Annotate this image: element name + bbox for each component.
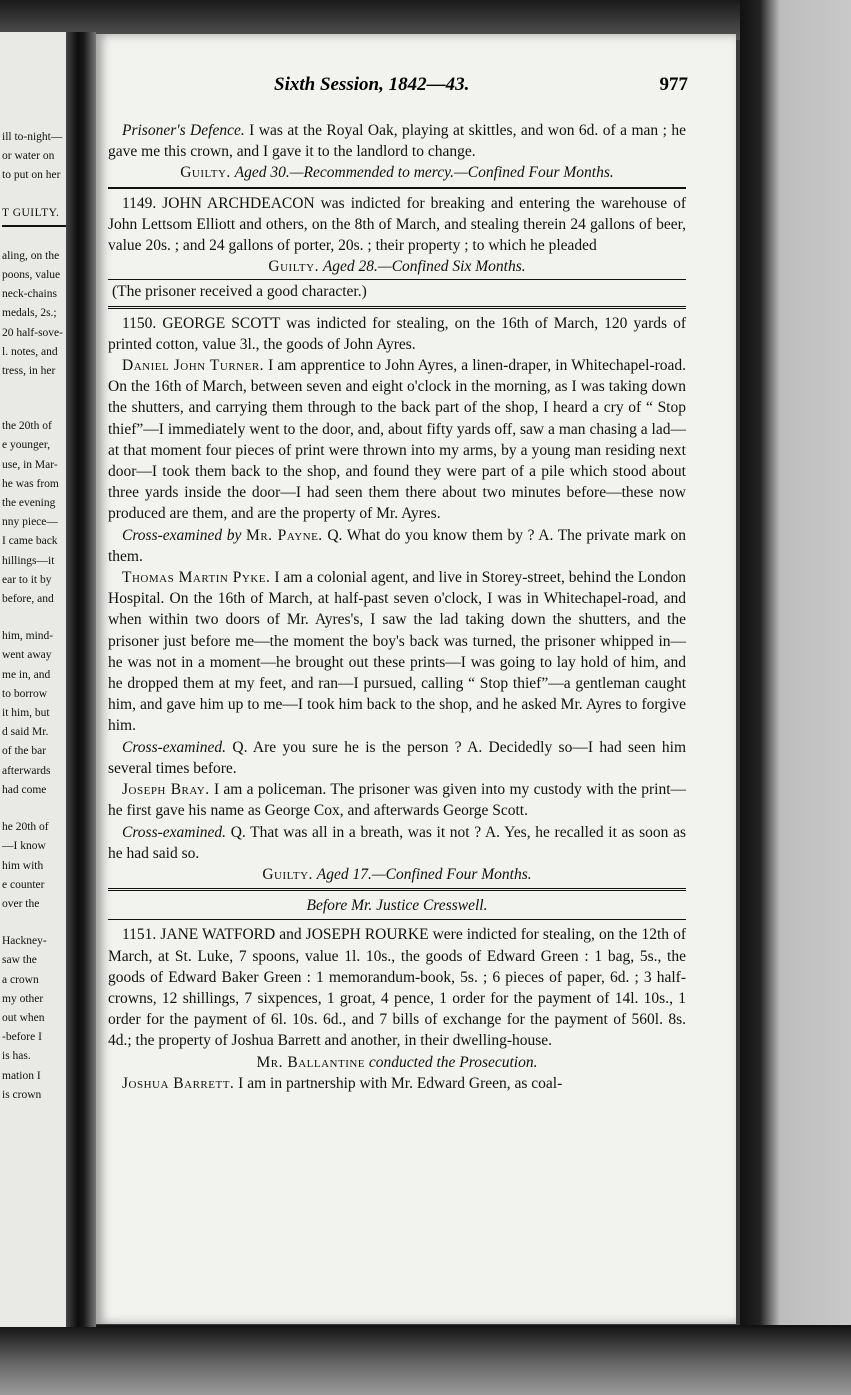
witness-testimony [108,355,686,525]
left-line: out when [2,1011,45,1024]
left-line: I came back [2,535,58,548]
left-line: mation I [2,1069,41,1082]
left-line: over the [2,897,40,910]
character-note: (The prisoner received a good character.) [112,283,367,301]
cross-label: Cross-examined. [122,823,227,841]
left-line: he was from [2,477,59,490]
testimony-text: I am a policeman. The prisoner was given into my custody with the print—he first gave his name as George Cox, and afterwards George Scott. [108,781,687,820]
left-line: nny piece— [2,516,58,529]
left-line: him with [2,859,44,872]
left-line: d said Mr. [2,726,49,739]
left-line: or water on [2,150,55,163]
verdict-text: Aged 30.—Recommended to mercy.—Confined Four Months. [234,164,614,182]
verdict-label: Guilty. [180,164,231,182]
left-line: afterwards [2,764,51,777]
left-line: of the bar [2,745,47,758]
heading-rule [108,919,686,920]
section-rule [108,888,686,891]
testimony-text: I am in partnership with Mr. Edward Green, as coal- [238,1074,563,1092]
defence-text: I was at the Royal Oak, playing at skittles, and won 6d. of a man ; he gave me this crown, and I gave it to the landlord to change. [108,122,686,161]
verdict-text: Aged 28.—Confined Six Months. [322,258,526,276]
left-line: —I know [2,840,46,853]
left-line: saw the [2,954,37,967]
verdict-label: Guilty. [268,258,319,276]
left-line: medals, 2s.; [2,307,57,320]
left-line: Hackney- [2,935,47,948]
left-line: is has. [2,1050,31,1063]
left-line: l. notes, and [2,345,58,358]
witness-testimony [108,567,686,737]
left-page-text [2,128,72,1105]
page-body [108,120,686,1094]
left-line: poons, value [2,269,61,282]
left-line: the evening [2,497,56,510]
prosecution-text: conducted the Prosecution. [368,1053,538,1071]
left-line: is crown [2,1088,42,1101]
witness-testimony [108,1073,686,1094]
witness-name: Joshua Barrett. [122,1074,235,1092]
verdict-1150 [108,864,686,885]
defence-label: Prisoner's Defence. [122,122,245,139]
left-line: e counter [2,878,45,891]
scanner-edge-right [740,0,851,1395]
section-rule [108,306,686,309]
left-line: e younger, [2,439,51,452]
left-line: -before I [2,1031,42,1044]
cross-examination [108,525,686,567]
left-line: to borrow [2,687,48,700]
court-heading: Before Mr. Justice Cresswell. [306,897,488,915]
book-gutter [66,32,96,1327]
left-line: tress, in her [2,365,56,378]
left-line: ill to-night— [2,131,63,143]
witness-name: Daniel John Turner. [122,357,265,375]
left-line: the 20th of [2,420,52,433]
cross-examination [108,822,686,864]
left-line: me in, and [2,668,51,681]
left-line: it him, but [2,707,50,720]
witness-testimony [108,779,686,821]
testimony-text: I am a colonial agent, and live in Storey-street, behind the London Hospital. On the 16th of March, at half-past seven o'clock, I was in Whitechapel-road, and when within two doors of Mr. Ayres's, I saw the lad taking down the shutters, and the prisoner just before me—the moment the boy's back was turned, the prisoner whipped in—he was not in a moment—he brought out these prints—I was going to lay hold of him, and he dropped them at my feet, and ran—I pursued, calling “ Stop thief”—a gentleman caught him, and gave him up to me—I took him back to the shop, and he asked Mr. Ayres to forgive him. [108,569,687,735]
verdict-label: Guilty. [262,865,313,883]
section-rule [108,187,686,189]
note-rule [108,279,686,280]
cross-text: Q. Are you sure he is the person ? A. Decidedly so—I had seen him several times before. [108,738,687,777]
verdict-1148 [108,162,686,183]
scanner-edge-bottom [0,1325,851,1395]
verdict-text: Aged 17.—Confined Four Months. [316,865,532,883]
counsel-name: Mr. Ballantine [256,1053,366,1071]
page-number: 977 [659,74,688,95]
witness-name: Joseph Bray. [122,781,210,799]
left-line: went away [2,649,52,662]
left-line: he 20th of [2,821,49,834]
defence-paragraph [108,120,686,162]
witness-name: Thomas Martin Pyke. [122,569,271,587]
left-line: neck-chains [2,288,57,301]
cross-label: Cross-examined. [122,738,227,756]
left-line: had come [2,783,47,796]
left-line: hillings—it [2,554,55,567]
left-line: aling, on the [2,249,60,262]
left-line: 20 half-sove- [2,326,63,339]
left-line: my other [2,992,44,1005]
left-line: use, in Mar- [2,458,58,471]
left-facing-page [0,32,72,1327]
left-line: before, and [2,593,54,606]
main-page [96,34,736,1324]
prosecution-line [108,1052,686,1073]
left-line: to put on her [2,169,61,182]
running-head: Sixth Session, 1842—43. [274,74,470,95]
left-line: ear to it by [2,573,52,586]
case-1150-intro: 1150. GEORGE SCOTT was indicted for stealing, on the 16th of March, 120 yards of printed cotton, value 3l., the goods of John Ayres. [108,314,686,353]
left-line: a crown [2,973,39,986]
left-rule [2,225,70,227]
case-1151-intro: 1151. JANE WATFORD and JOSEPH ROURKE were indicted for stealing, on the 12th of March, at St. Luke, 7 spoons, value 1l. 10s., the goods of Edward Green : 1 bag, 5s., the goods of Edward Baker Green : 1 memorandum-book, 5s. ; 6 pieces of paper, 6d. ; 3 half-crowns, 12 shillings, 7 sixpences, 1 groat, 4 pence, 1 order for the payment of 14l. 10s., 1 order for the payment of 6l. 10s. 6d., and 7 bills of exchange for the payment of 560l. 8s. 4d.; the property of Joshua Barrett and another, in their dwelling-house. [108,926,686,1050]
case-1149-intro: 1149. JOHN ARCHDEACON was indicted for breaking and entering the warehouse of John Lettsom Elliott and others, on the 8th of March, and stealing therein 24 gallons of beer, value 20s. ; and 24 gallons of porter, 20s. ; their property ; to which he pleaded [108,194,686,255]
cross-text: Q. What do you know them by ? A. The private mark on them. [108,526,687,565]
cross-label: Cross-examined by [122,526,242,544]
testimony-text: I am apprentice to John Ayres, a linen-draper, in Whitechapel-road. On the 16th of March, between seven and eight o'clock in the morning, as I was taking down the shutters, and carrying them through to the back part of the shop, I heard a cry of “ Stop thief”—I immediately went to the door, and, about fifty yards off, saw a man chasing a lad—at that moment four pieces of print were thrown into my arms, by a young man residing next door—I took them back to the shop, and found they were part of a pile which stood about three yards inside the door—I had seen them there about two minutes before—these now produced are them, and are the property of Mr. Ayres. [108,357,687,523]
verdict-1149 [108,256,686,277]
cross-text: Q. That was all in a breath, was it not ? A. Yes, he recalled it as soon as he had said so. [108,823,686,862]
page-header [96,74,736,102]
left-line: him, mind- [2,630,54,643]
counsel-name: Mr. Payne. [246,526,323,544]
cross-examination [108,737,686,779]
left-line: T GUILTY. [2,206,60,219]
